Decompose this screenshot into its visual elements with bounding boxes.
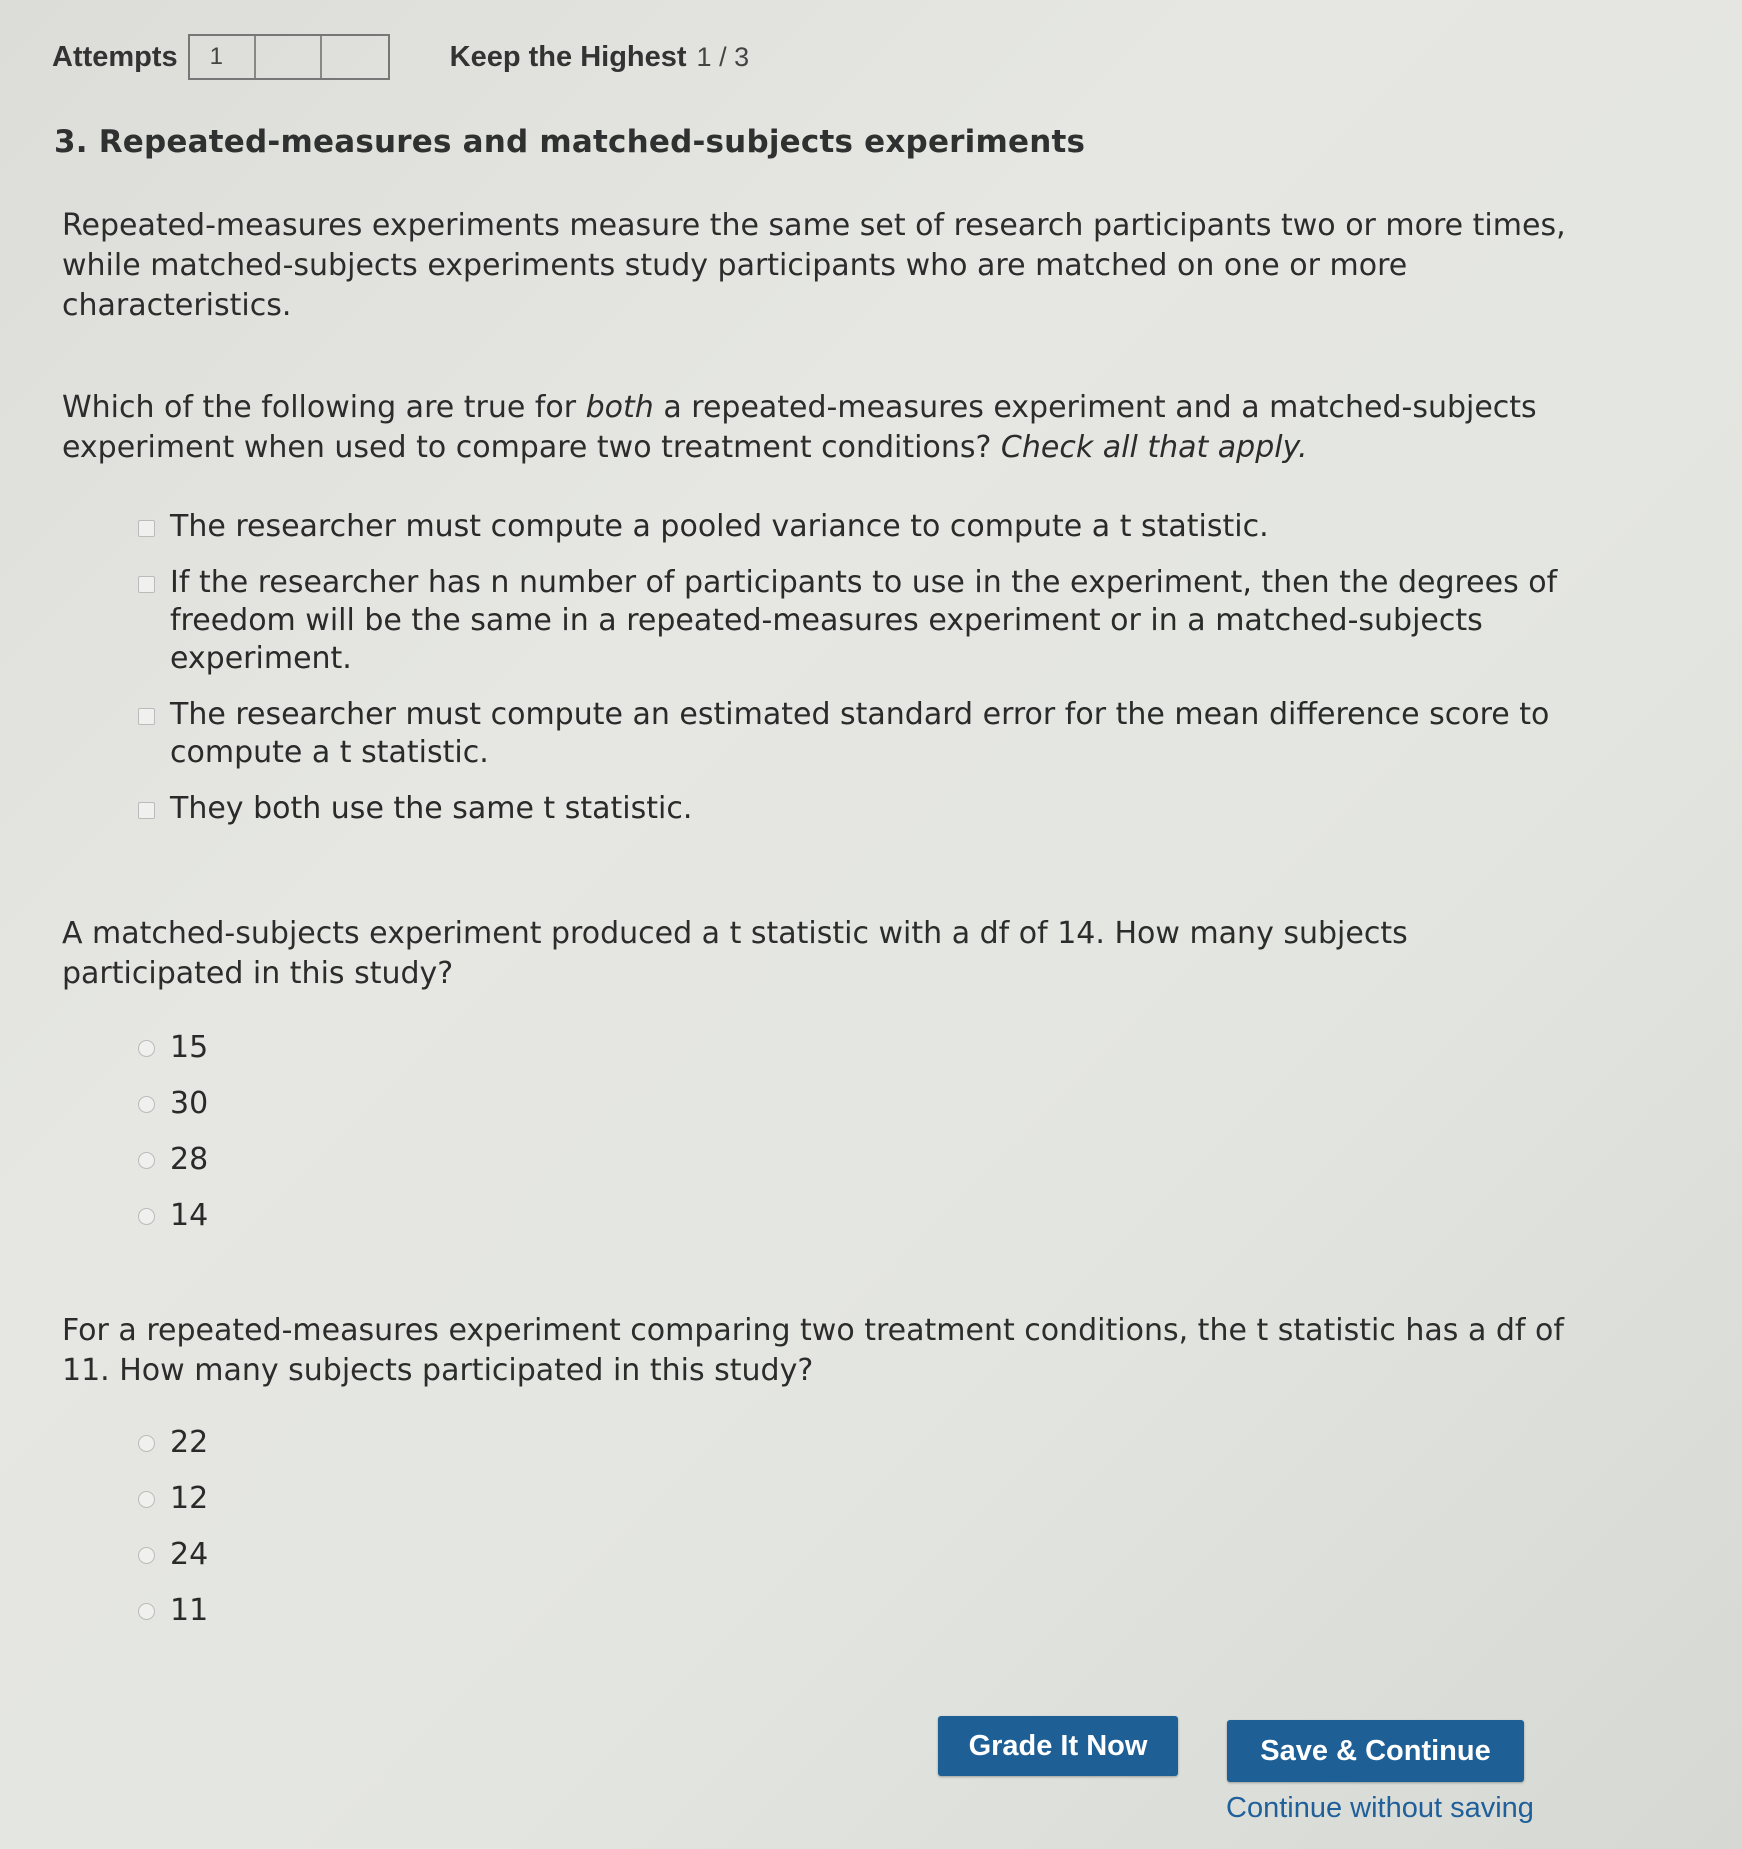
q2-option-label: 28: [170, 1142, 209, 1177]
q3-option[interactable]: [138, 1479, 1558, 1535]
q2-option-label: 14: [170, 1198, 209, 1233]
save-continue-button[interactable]: Save & Continue: [1227, 1720, 1524, 1782]
q1-instruction: Check all that apply.: [1000, 430, 1308, 465]
attempt-boxes: [188, 34, 390, 80]
keep-highest-label: Keep the Highest: [449, 40, 687, 73]
q1-prompt: [62, 388, 1582, 468]
question-title: 3. Repeated-measures and matched-subjects experiments: [54, 124, 1086, 160]
q1-options: [138, 508, 1558, 846]
q1-option[interactable]: [138, 508, 1558, 546]
attempt-box-2: [256, 36, 322, 78]
checkbox[interactable]: [138, 802, 155, 819]
intro-text: Repeated-measures experiments measure the same set of research participants two or more times, while matched-subjects experiments study participants who are matched on one or more characteristics.: [62, 208, 1566, 323]
radio-button[interactable]: [138, 1040, 155, 1057]
radio-button[interactable]: [138, 1603, 155, 1620]
grade-it-now-button[interactable]: Grade It Now: [938, 1716, 1178, 1776]
q2-option-label: 15: [170, 1030, 209, 1065]
q1-prompt-before: Which of the following are true for: [62, 390, 586, 425]
q1-option-label: The researcher must compute an estimated standard error for the mean difference score to compute a t statistic.: [170, 697, 1550, 770]
radio-button[interactable]: [138, 1547, 155, 1564]
radio-button[interactable]: [138, 1096, 155, 1113]
q2-option[interactable]: [138, 1028, 1558, 1084]
q2-options: [138, 1028, 1558, 1252]
q1-option-label: If the researcher has n number of participants to use in the experiment, then the degrees of freedom will be the same in a repeated-measures experiment or in a matched-subjects experiment.: [170, 565, 1558, 676]
radio-button[interactable]: [138, 1208, 155, 1225]
q3-option[interactable]: [138, 1535, 1558, 1591]
score-display: 1 / 3: [696, 41, 750, 72]
q2-prompt: A matched-subjects experiment produced a t statistic with a df of 14. How many subjects participated in this study?: [62, 916, 1408, 991]
attempt-box-3: [322, 36, 388, 78]
q3-options: [138, 1423, 1558, 1647]
continue-without-saving-link[interactable]: Continue without saving: [1226, 1792, 1534, 1824]
radio-button[interactable]: [138, 1435, 155, 1452]
q1-option[interactable]: [138, 564, 1558, 678]
q2-option[interactable]: [138, 1196, 1558, 1252]
q1-prompt-after: a repeated-measures experiment and a matched-subjects experiment when used to compare two treatment conditions?: [62, 390, 1537, 465]
attempts-label: Attempts: [52, 40, 178, 73]
q3-option[interactable]: [138, 1423, 1558, 1479]
attempt-box-1: 1: [190, 36, 256, 78]
q1-prompt-emphasis: both: [585, 390, 654, 425]
q3-option[interactable]: [138, 1591, 1558, 1647]
checkbox[interactable]: [138, 520, 155, 537]
checkbox[interactable]: [138, 708, 155, 725]
q2-option[interactable]: [138, 1084, 1558, 1140]
q3-option-label: 22: [170, 1425, 209, 1460]
q1-option[interactable]: [138, 696, 1558, 772]
attempts-bar: [52, 34, 749, 80]
q3-option-label: 12: [170, 1481, 209, 1516]
q3-option-label: 24: [170, 1537, 209, 1572]
q1-option[interactable]: [138, 790, 1558, 828]
q2-option-label: 30: [170, 1086, 209, 1121]
q2-option[interactable]: [138, 1140, 1558, 1196]
q1-option-label: The researcher must compute a pooled variance to compute a t statistic.: [170, 509, 1269, 544]
radio-button[interactable]: [138, 1152, 155, 1169]
checkbox[interactable]: [138, 576, 155, 593]
q1-option-label: They both use the same t statistic.: [170, 791, 693, 826]
q3-option-label: 11: [170, 1593, 209, 1628]
q3-prompt: For a repeated-measures experiment comparing two treatment conditions, the t statistic has a df of 11. How many subjects participated in this study?: [62, 1313, 1564, 1388]
radio-button[interactable]: [138, 1491, 155, 1508]
